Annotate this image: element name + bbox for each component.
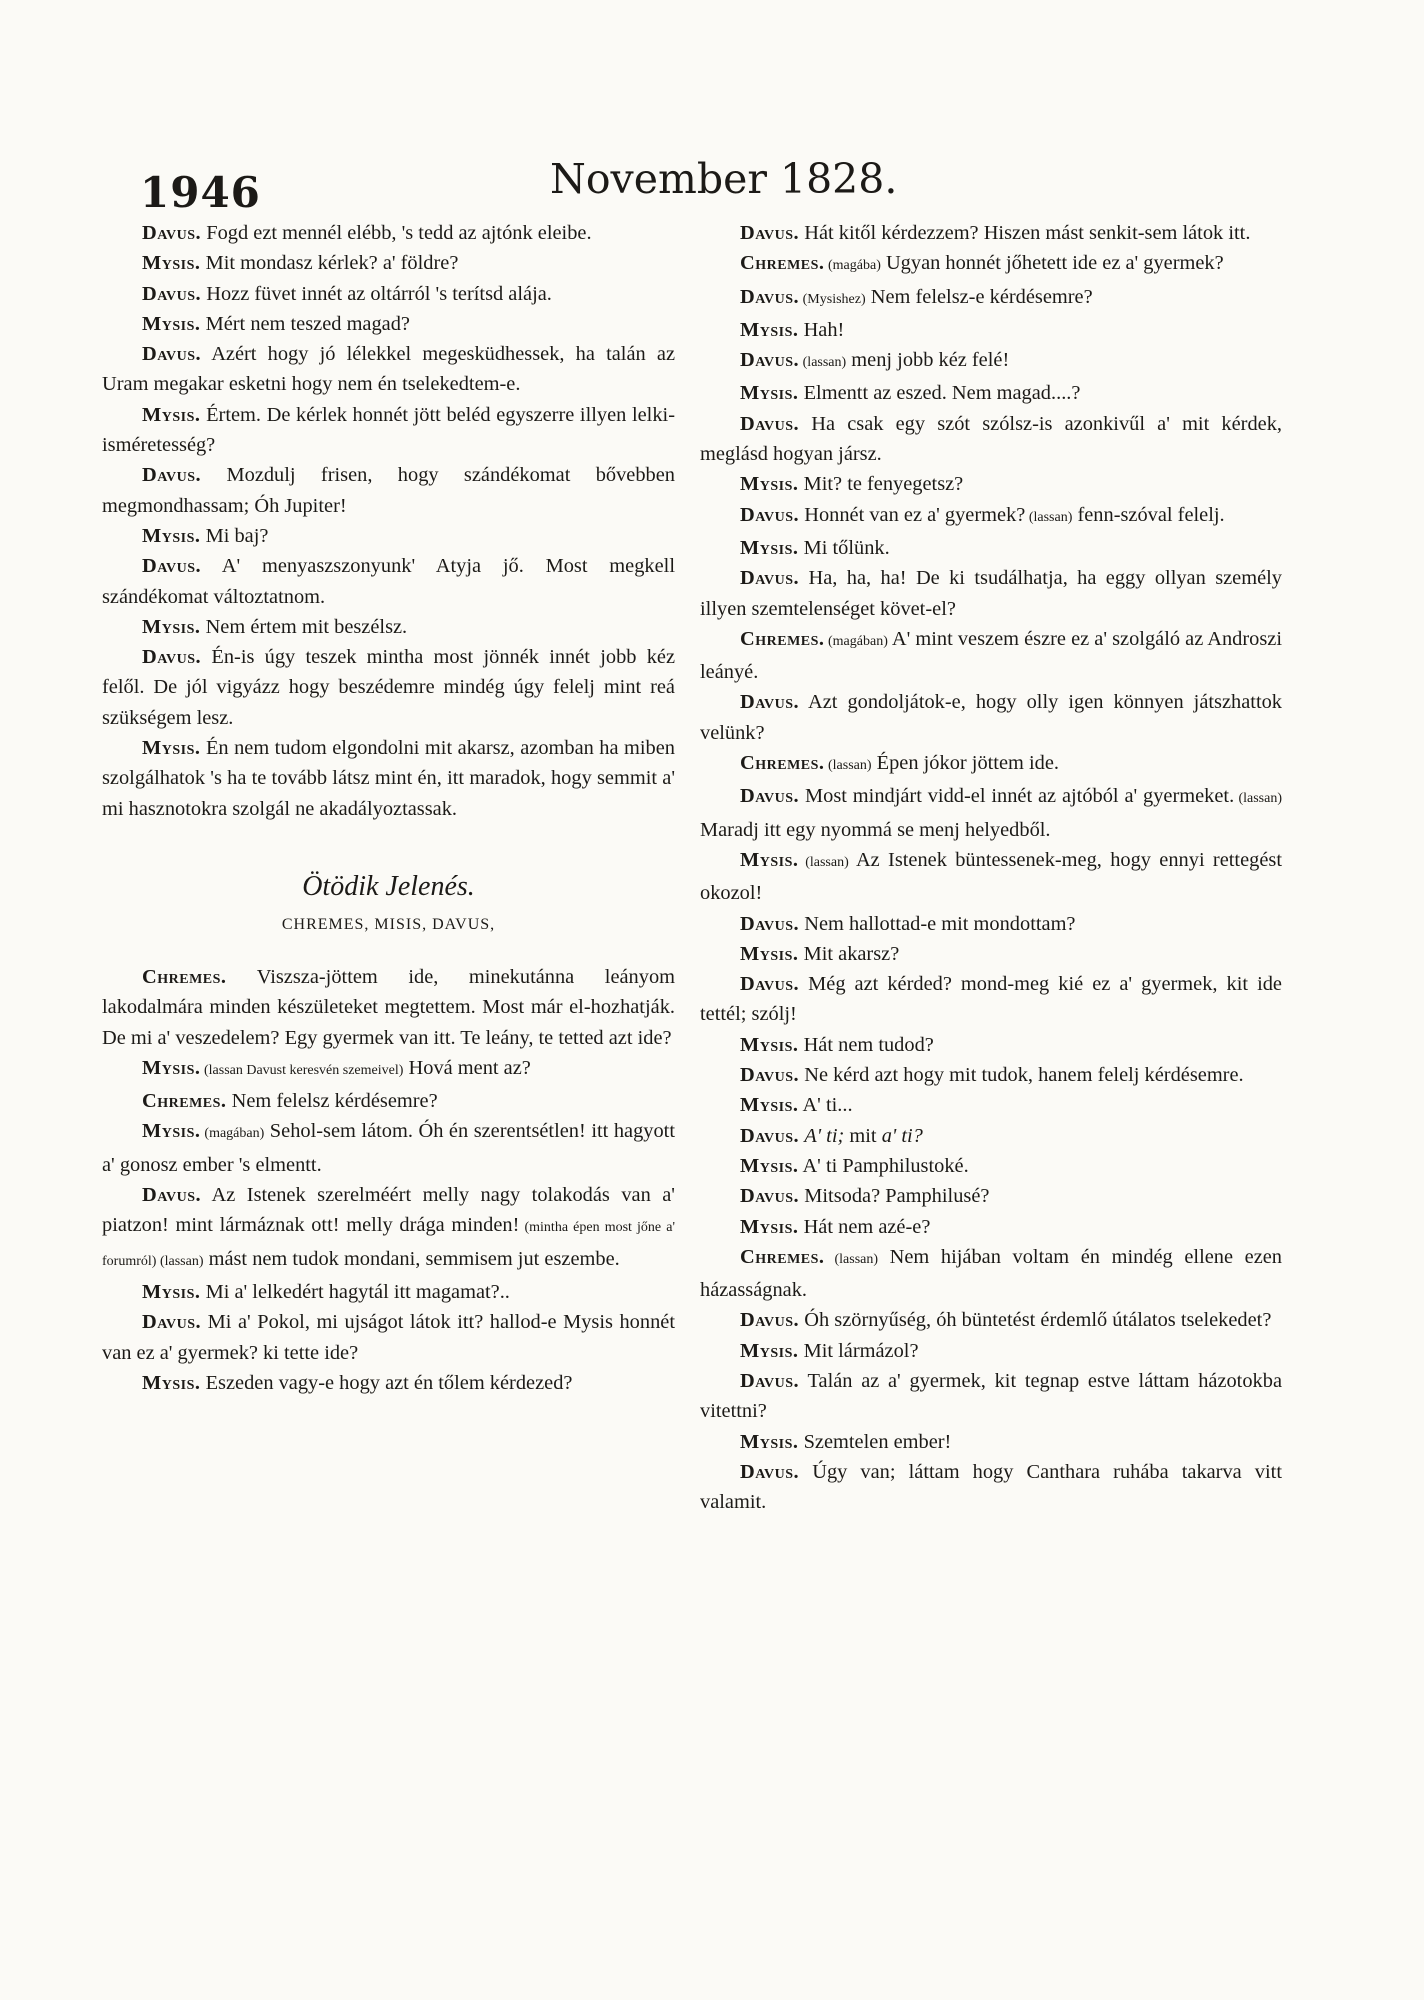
speaker-name: Davus. <box>142 222 202 244</box>
stage-direction: (mintha épen most jőne a' forumról) <box>102 1220 675 1269</box>
stage-direction: (lassan Davust keresvén szemeivel) <box>200 1062 404 1078</box>
scene-title: Ötödik Jelenés. <box>302 870 475 902</box>
dialogue-line <box>700 1090 1282 1120</box>
dialogue-text: Az Istenek szerelméért melly nagy tolakodás van a' piatzon! mint lármáznak ott! melly drága minden! <box>102 1184 675 1237</box>
speaker-name: Mysis. <box>740 1033 799 1056</box>
speaker-name: Davus. <box>142 1311 202 1334</box>
dialogue-text: A' ti Pamphilustoké. <box>798 1154 969 1177</box>
speaker-name: Mysis. <box>740 1430 799 1453</box>
dialogue-text: Mozdulj frisen, hogy szándékomat bővebben megmondhassam; Óh Jupiter! <box>102 464 675 517</box>
dialogue-text: Nem felelsz-e kérdésemre? <box>865 285 1093 308</box>
dialogue-line <box>700 1151 1282 1181</box>
dialogue-line <box>700 909 1282 939</box>
dialogue-line <box>700 624 1282 688</box>
dialogue-line <box>700 969 1282 1030</box>
speaker-name: Davus. <box>142 555 202 578</box>
stage-direction: (lassan) <box>824 758 872 774</box>
speaker-name: Mysis. <box>142 403 201 426</box>
dialogue-line <box>102 642 675 733</box>
dialogue-line <box>102 309 675 339</box>
dialogue-line <box>700 1212 1282 1242</box>
dialogue-line <box>102 551 675 612</box>
dialogue-line <box>700 845 1282 909</box>
dialogue-line <box>700 218 1282 248</box>
speaker-name: Mysis. <box>740 1154 799 1177</box>
dialogue-text: Hová ment az? <box>403 1056 531 1079</box>
dialogue-text: Szemtelen ember! <box>798 1430 952 1453</box>
running-title: November 1828. <box>550 155 898 203</box>
dialogue-text: Mi a' lelkedért hagytál itt magamat?.. <box>200 1280 510 1303</box>
speaker-name: Davus. <box>740 1185 800 1208</box>
dialogue-text: mást nem tudok mondani, semmisem jut eszembe. <box>203 1247 620 1270</box>
dialogue-line <box>102 400 675 461</box>
dialogue-text: menj jobb kéz felé! <box>846 349 1010 372</box>
dialogue-text: Én-is úgy teszek mintha most jönnék innét jobb kéz felől. De jól vigyázz hogy beszédemre mindég úgy felelj mint reá szükségem lesz. <box>102 646 675 729</box>
dialogue-text: A' mint veszem észre ez a' szolgáló az Androszi leányé. <box>700 627 1283 684</box>
speaker-name: Davus. <box>740 1309 800 1332</box>
dialogue-text: A' ti... <box>798 1094 853 1117</box>
speaker-name: Davus. <box>142 1184 202 1207</box>
speaker-name: Chremes. <box>142 965 227 988</box>
dialogue-line <box>700 1242 1282 1306</box>
dialogue-line <box>102 248 675 278</box>
dialogue-text: Mit lármázol? <box>798 1339 919 1362</box>
speaker-name: Mysis. <box>142 524 201 547</box>
dialogue-text: Mi baj? <box>200 524 269 547</box>
dialogue-text: Hozz füvet innét az oltárról 's terítsd alája. <box>201 282 552 305</box>
speaker-name: Davus. <box>740 412 800 435</box>
dialogue-text: Sehol-sem látom. Óh én szerentsétlen! itt hagyott a' gonosz ember 's elmentt. <box>102 1120 676 1176</box>
speaker-name: Davus. <box>740 285 800 308</box>
emphasis-text: A' ti; <box>804 1124 845 1147</box>
dialogue-line <box>700 248 1282 281</box>
dialogue-text: Hát nem azé-e? <box>798 1215 931 1238</box>
dialogue-line <box>700 1030 1282 1060</box>
dialogue-text: Mit akarsz? <box>798 942 900 965</box>
speaker-name: Chremes. <box>740 627 825 650</box>
speaker-name: Davus. <box>142 343 202 366</box>
speaker-name: Mysis. <box>142 1056 201 1079</box>
right-dialogue <box>700 218 1282 1517</box>
speaker-name: Mysis. <box>142 737 201 760</box>
speaker-name: Davus. <box>740 222 800 244</box>
stage-direction: (lassan) <box>799 355 847 371</box>
speaker-name: Mysis. <box>740 848 799 871</box>
speaker-name: Davus. <box>142 464 202 487</box>
dialogue-text: Ugyan honnét jőhetett ide ez a' gyermek? <box>880 252 1224 275</box>
dialogue-text: Viszsza-jöttem ide, minekutánna leányom lakodalmára minden készületeket megtettem. Most már el-hozhatják. De mi a' veszedelem? Egy gyermek van itt. Te leány, te tetted azt ide? <box>102 965 675 1049</box>
dialogue-text: Eszeden vagy-e hogy azt én tőlem kérdezed? <box>200 1371 573 1394</box>
dialogue-text: Nem hallottad-e mit mondottam? <box>799 912 1076 935</box>
dialogue-text: Ne kérd azt hogy mit tudok, hanem felelj kérdésemre. <box>799 1064 1244 1087</box>
dialogue-line <box>102 1368 675 1398</box>
dialogue-line <box>700 781 1282 845</box>
dialogue-line <box>700 533 1282 563</box>
speaker-name: Mysis. <box>740 1339 799 1362</box>
page-number: 1946 <box>140 168 261 217</box>
dialogue-text: Most mindjárt vidd-el innét az ajtóból a' gyermeket. <box>799 785 1235 808</box>
dialogue-text: Talán az a' gyermek, kit tegnap estve láttam házotokba vitettni? <box>700 1369 1282 1423</box>
dialogue-text: Azt gondoljátok-e, hogy olly igen könnyen játszhattok velünk? <box>700 691 1282 744</box>
dialogue-text: Mit mondasz kérlek? a' földre? <box>200 252 459 275</box>
dialogue-line <box>102 1116 675 1180</box>
dialogue-text: Hát kitől kérdezzem? Hiszen mást senkit-sem látok itt. <box>799 222 1251 244</box>
dialogue-text: Honnét van ez a' gyermek? <box>799 503 1026 526</box>
left-dialogue-after <box>102 962 675 1398</box>
speaker-name: Mysis. <box>740 473 799 496</box>
stage-direction: (magába) <box>824 258 881 274</box>
dialogue-text: Azért hogy jó lélekkel megesküdhessek, ha talán az Uram megakar esketni hogy nem én tselekedtem-e. <box>102 343 675 396</box>
dialogue-line <box>102 218 675 248</box>
stage-direction: (magában) <box>200 1126 265 1142</box>
stage-direction: (lassan) <box>1025 509 1073 525</box>
dialogue-text: A' menyaszszonyunk' Atyja jő. Most megkell szándékomat változtatnom. <box>102 555 675 608</box>
speaker-name: Mysis. <box>740 1215 799 1238</box>
dialogue-text: Úgy van; láttam hogy Canthara ruhába takarva vitt valamit. <box>700 1460 1282 1514</box>
speaker-name: Mysis. <box>142 1120 201 1143</box>
speaker-name: Chremes. <box>740 1245 825 1268</box>
dialogue-line <box>700 563 1282 624</box>
speaker-name: Mysis. <box>740 536 799 559</box>
dialogue-line <box>102 612 675 642</box>
dialogue-line <box>700 1060 1282 1090</box>
dialogue-line <box>700 378 1282 408</box>
dialogue-text: Mit? te fenyegetsz? <box>798 473 964 496</box>
dialogue-text: Ha, ha, ha! De ki tsudálhatja, ha eggy ollyan személy illyen szemtelenséget követ-el? <box>700 567 1282 620</box>
dialogue-text: Mitsoda? Pamphilusé? <box>799 1185 990 1208</box>
dialogue-line <box>700 1336 1282 1366</box>
speaker-name: Davus. <box>740 1369 800 1392</box>
speaker-name: Mysis. <box>142 615 201 638</box>
dialogue-line <box>700 687 1282 748</box>
speaker-name: Mysis. <box>740 1094 799 1117</box>
dialogue-line <box>102 1053 675 1086</box>
scene-cast: CHREMES, MISIS, DAVUS, <box>281 915 496 933</box>
dialogue-text: Maradj itt egy nyommá se menj helyedből. <box>700 818 1051 841</box>
dialogue-text: Épen jókor jöttem ide. <box>871 752 1059 775</box>
stage-direction: (magában) <box>824 633 888 649</box>
speaker-name: Chremes. <box>740 252 825 275</box>
speaker-name: Davus. <box>142 282 202 305</box>
dialogue-line <box>700 748 1282 781</box>
stage-direction: (lassan) <box>824 1251 879 1267</box>
dialogue-text: Elmentt az eszed. Nem magad....? <box>798 382 1081 405</box>
stage-direction: (Mysishez) <box>799 291 866 307</box>
speaker-name: Davus. <box>740 785 800 808</box>
dialogue-line <box>102 1086 675 1116</box>
dialogue-line <box>102 521 675 551</box>
dialogue-line <box>102 733 675 824</box>
speaker-name: Mysis. <box>142 1280 201 1303</box>
speaker-name: Davus. <box>740 349 800 372</box>
emphasis-text: a' ti? <box>881 1124 923 1147</box>
dialogue-text: Értem. De kérlek honnét jött beléd egyszerre illyen lelki-isméretesség? <box>102 403 675 457</box>
dialogue-line <box>102 1307 675 1368</box>
speaker-name: Davus. <box>740 567 800 590</box>
dialogue-line <box>102 279 675 309</box>
dialogue-text: Nem hijában voltam én mindég ellene ezen házasságnak. <box>700 1245 1282 1302</box>
right-column <box>700 218 1282 1517</box>
dialogue-line <box>102 1277 675 1307</box>
speaker-name: Davus. <box>740 1124 800 1147</box>
speaker-name: Davus. <box>740 1460 800 1483</box>
speaker-name: Mysis. <box>740 942 799 965</box>
dialogue-text: Mi a' Pokol, mi ujságot látok itt? hallod-e Mysis honnét van ez a' gyermek? ki tette ide? <box>102 1311 675 1364</box>
dialogue-line <box>102 339 675 400</box>
dialogue-text: mit <box>844 1124 882 1147</box>
stage-direction: (lassan) <box>1234 791 1282 807</box>
dialogue-line <box>700 282 1282 315</box>
dialogue-line <box>700 1305 1282 1335</box>
left-column <box>102 218 675 1398</box>
dialogue-line <box>102 962 675 1053</box>
speaker-name: Davus. <box>740 1064 800 1087</box>
dialogue-line <box>700 1181 1282 1211</box>
dialogue-text: Mért nem teszed magad? <box>200 312 410 335</box>
speaker-name: Mysis. <box>142 252 201 275</box>
dialogue-line <box>700 409 1282 470</box>
dialogue-line <box>700 1457 1282 1518</box>
speaker-name: Mysis. <box>142 1371 201 1394</box>
speaker-name: Davus. <box>740 503 800 526</box>
dialogue-line <box>102 460 675 521</box>
dialogue-text: Mi tőlünk. <box>798 536 890 559</box>
dialogue-text: Óh szörnyűség, óh büntetést érdemlő útálatos tselekedet? <box>799 1309 1272 1332</box>
dialogue-line <box>700 345 1282 378</box>
speaker-name: Mysis. <box>740 318 799 341</box>
stage-direction: (lassan) <box>798 854 849 870</box>
dialogue-line <box>102 1180 675 1277</box>
dialogue-line <box>700 1121 1282 1151</box>
dialogue-line <box>700 1427 1282 1457</box>
speaker-name: Mysis. <box>740 382 799 405</box>
dialogue-text: Hah! <box>798 318 845 341</box>
speaker-name: Davus. <box>740 973 800 996</box>
dialogue-text: Hát nem tudod? <box>798 1033 934 1056</box>
speaker-name: Chremes. <box>142 1090 227 1113</box>
dialogue-text: Nem értem mit beszélsz. <box>200 615 408 638</box>
speaker-name: Davus. <box>142 646 202 669</box>
speaker-name: Chremes. <box>740 752 825 775</box>
dialogue-text: Ha csak egy szót szólsz-is azonkivűl a' mit kérdek, meglásd hogyan jársz. <box>700 412 1282 466</box>
dialogue-line <box>700 500 1282 533</box>
speaker-name: Davus. <box>740 691 800 714</box>
dialogue-line <box>700 469 1282 499</box>
stage-direction: (lassan) <box>156 1253 204 1269</box>
dialogue-line <box>700 939 1282 969</box>
dialogue-text: Az Istenek büntessenek-meg, hogy ennyi rettegést okozol! <box>700 848 1282 905</box>
speaker-name: Davus. <box>740 912 800 935</box>
dialogue-text: fenn-szóval felelj. <box>1072 503 1225 526</box>
speaker-name: Mysis. <box>142 312 201 335</box>
dialogue-line <box>700 1366 1282 1427</box>
dialogue-text: Fogd ezt mennél elébb, 's tedd az ajtónk eleibe. <box>201 222 592 244</box>
left-dialogue-before <box>102 218 675 824</box>
dialogue-text: Még azt kérded? mond-meg kié ez a' gyermek, kit ide tettél; szólj! <box>700 973 1282 1026</box>
dialogue-line <box>700 315 1282 345</box>
page-header <box>0 150 1424 217</box>
dialogue-text: Én nem tudom elgondolni mit akarsz, azomban ha miben szolgálhatok 's ha te tovább látsz mint én, itt maradok, hogy semmit a' mi hasznotokra szolgál ne akadályoztassak. <box>102 737 675 820</box>
dialogue-text: Nem felelsz kérdésemre? <box>226 1090 438 1113</box>
